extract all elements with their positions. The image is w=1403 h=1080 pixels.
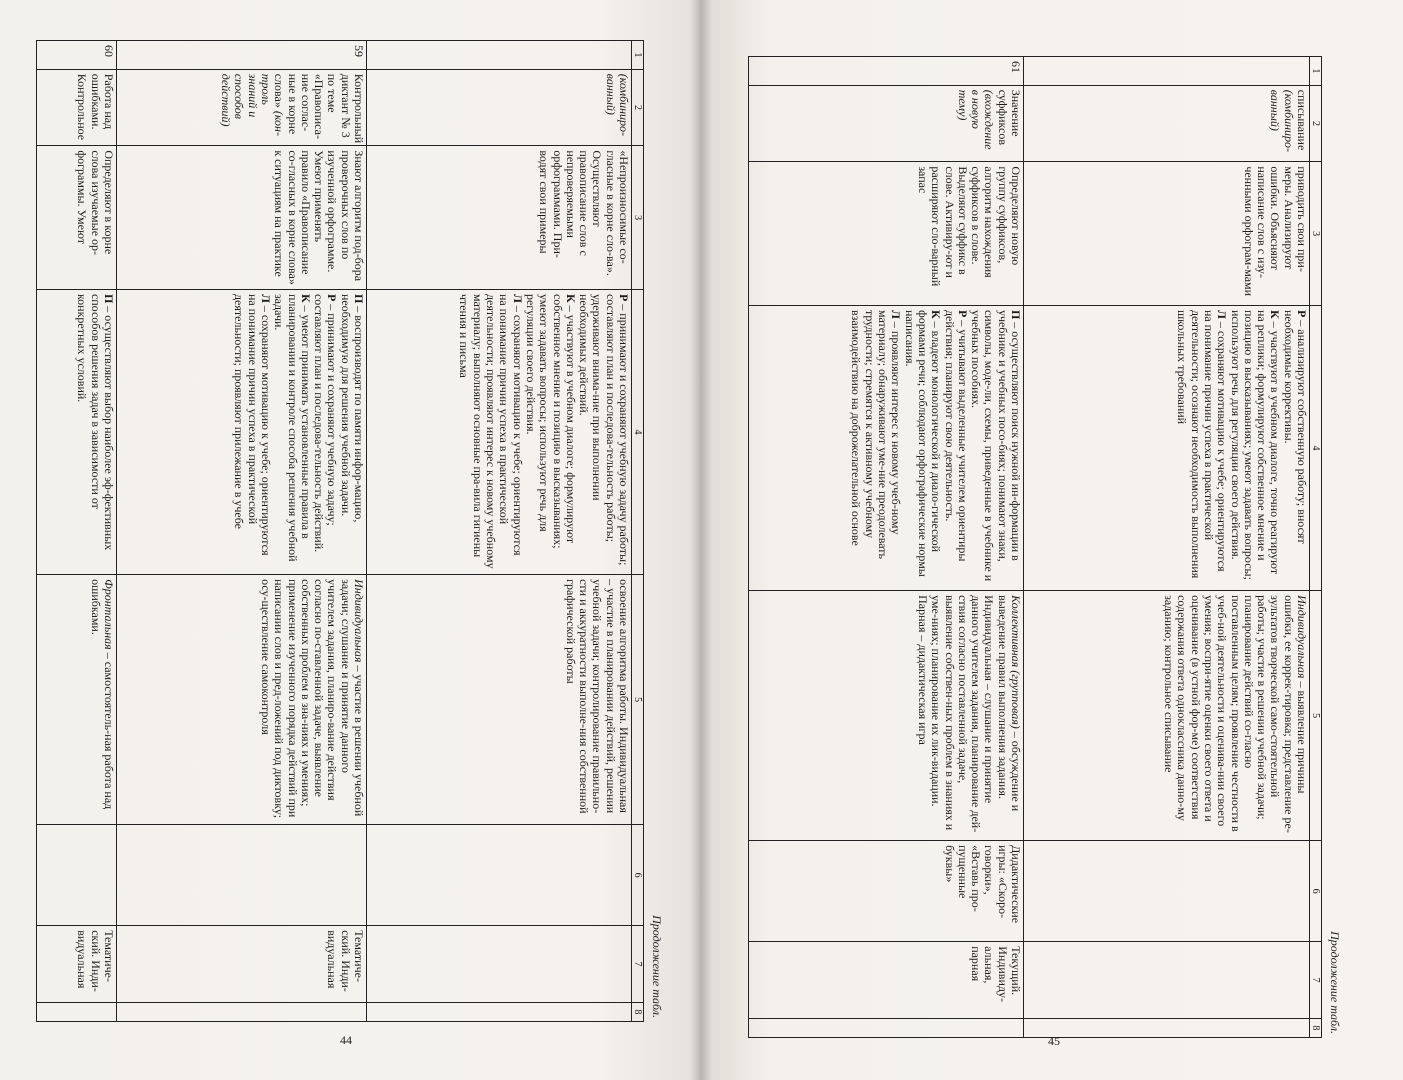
cell-num: [367, 41, 632, 70]
cell-tech: [117, 825, 367, 926]
cell-uud: [1024, 305, 1310, 590]
uud-letter: Р: [325, 293, 340, 302]
cell-num: 61: [749, 57, 1024, 86]
cell-content: приводить свои при-меры. Анализируют ошибки. Объясняют написание слов с изу-ченными орфограм-мами: [1024, 162, 1310, 306]
uud-letter: К: [298, 293, 313, 303]
cell-content: Знают алгоритм под-бора проверочных слов по изученной орфограмме. Умеют применять правило «Правописание со-гласных в корне слова» к ситуациям на практике: [117, 146, 367, 290]
uud-line: [1228, 310, 1281, 586]
column-number: 3: [632, 146, 644, 290]
column-number: 2: [632, 69, 644, 146]
uud-letter: Л: [1215, 309, 1230, 319]
cell-extra: [37, 1002, 117, 1021]
book-gutter: [690, 0, 712, 1080]
column-number: 6: [1310, 841, 1322, 942]
activity-text: – выявление причины ошибки, ее коррек-тировка; представление ре-зультатов творческой само-стоятельной работы; участие в решении учебной задачи; планирование действий со-гласно поставленным целям; проявление честности в учеб-ной деятельности и оценива-нии своего умения; воспри-ятие оценки своего ответа и оценивание (в устной фор-ме) соответствия содержания ответа одноклассника данно-му заданию; контрольное списывание: [1162, 595, 1309, 833]
uud-line: [272, 294, 312, 570]
cell-topic: [117, 69, 367, 146]
cell-extra: [117, 1002, 367, 1021]
column-number: 4: [632, 289, 644, 574]
cell-tech: [37, 825, 117, 926]
cell-control: Тематиче-ский. Инди-видуальная: [37, 926, 117, 1003]
activity-label: Индивидуальная: [352, 579, 366, 663]
uud-line: [524, 294, 577, 570]
uud-text: – осуществляют поиск нужной ин-формации в учебнике и учебных посо-биях; понимают знаки, символы, моде-ли, схемы, приведенные в учебнике и учебных пособиях.: [969, 309, 1023, 582]
cell-topic: (комбиниро-ванный): [367, 69, 632, 146]
topic-text: списывание: [1295, 89, 1309, 151]
uud-text: – сохраняют мотивацию к учебе; ориентируются на понимание причин успеха в практической деятельности; проявляют прилежание в учебе: [232, 293, 273, 556]
cell-control: [1024, 942, 1310, 1019]
activity-label: Коллективная (групповая): [1009, 595, 1023, 729]
uud-text: – учитывают выделенные учителем ориентиры действия; планируют свою деятельность.: [942, 309, 970, 562]
column-number: 7: [632, 926, 644, 1003]
uud-letter: Р: [955, 309, 970, 318]
uud-letter: К: [1268, 309, 1283, 319]
continuation-label-right: Продолжение табл.: [1328, 931, 1342, 1034]
cell-uud: [117, 289, 367, 574]
cell-activity: освоение алгоритма работы. Индивидуальная – участие в планировании действий, решении учебной задачи; контролирование правильно-сти и аккуратности выполне-ния собственной графической работы: [367, 575, 632, 825]
right-table: [748, 56, 1322, 1038]
cell-control: [367, 926, 632, 1003]
cell-topic: [749, 85, 1024, 162]
cell-topic: [1024, 85, 1310, 162]
uud-letter: Р: [617, 293, 631, 302]
uud-letter: П: [1009, 309, 1023, 320]
cell-num: 60: [37, 41, 117, 70]
column-number: 8: [1310, 1018, 1322, 1037]
continuation-label-left: Продолжение табл.: [650, 915, 664, 1018]
uud-line: [457, 294, 523, 570]
table-row: [749, 57, 1024, 1038]
cell-num: 59: [117, 41, 367, 70]
uud-line: [902, 310, 942, 586]
uud-text: – сохраняют мотивацию к учебе; ориентируются на понимание причин успеха в практической деятельности; проявляют интерес к новому учебному материалу; выполняют основные пра-вила гигиены чтения и письма: [457, 293, 525, 569]
uud-line: [232, 294, 272, 570]
uud-letter: К: [563, 293, 578, 303]
uud-line: [969, 310, 1022, 586]
uud-letter: Л: [258, 293, 273, 303]
uud-text: – принимают и сохраняют учебную задачу работы; составляют план и последова-тельность работы; удерживают внима-ние при выполнении необходимых действий.: [577, 293, 631, 566]
cell-control: Тематиче-ский. Инди-видуальная: [117, 926, 367, 1003]
table-row: [37, 41, 117, 1022]
activity-text: – участие в решении учебной задачи; слушание и принятие данного учителем задания, планиро-вание действия согласно по-ставленной задаче, выявление собственных проблем в зна-ниях и умениях; применение изученного порядка действий при написании слов и пред-ложений под диктовку; осу-ществление самоконтроля: [258, 579, 366, 819]
cell-tech: [1024, 841, 1310, 942]
uud-line: [849, 310, 902, 586]
uud-text: – участвуют в учебном диалоге, точно реагируют на реплики; формулируют собственное мнение и позицию в высказываниях; умеют задавать вопросы; используют речь для регуляции своего действия.: [1228, 309, 1283, 580]
topic-text: Значение суффиксов: [995, 89, 1023, 146]
cell-control: Текущий. Индивиду-альная, парная: [749, 942, 1024, 1019]
uud-letter: Л: [889, 309, 904, 319]
activity-label: Индивидуальная: [1295, 595, 1309, 679]
column-number: 4: [1310, 305, 1322, 590]
column-number: 6: [632, 825, 644, 926]
left-table-wrapper: [4, 40, 664, 1022]
column-number-row: [632, 41, 644, 1022]
uud-text: – анализируют собственную работу; вносят необходимые коррективы.: [1281, 309, 1309, 544]
cell-activity: [1024, 591, 1310, 841]
column-number: 1: [632, 41, 644, 70]
cell-uud: [749, 305, 1024, 590]
right-table-rotated: [750, 56, 1342, 1038]
cell-topic: Работа над ошибками. Контрольное: [37, 69, 117, 146]
column-number: 1: [1310, 57, 1322, 86]
column-number: 5: [1310, 591, 1322, 841]
topic-text: Контрольный диктант № 3 по теме «Правописа-ние соглас-ные в корне слова»: [272, 73, 366, 144]
activity-text: – обсуждение и выведение правил выполнения задания. Индивидуальная – слушание и принятие данного учителем задания, планирование дей-ствия согласно поставленной задаче, выявление собствен-ных проблем в знаниях и уме-ниях; планирование их лик-видации. Парная – дидактическая игра: [915, 595, 1023, 833]
uud-text: – сохраняют мотивацию к учебе; ориентируются на понимание причин успеха в практической деятельности; осознают необходимость выполнения школьных требований: [1175, 309, 1230, 579]
uud-line: [312, 294, 339, 570]
cell-activity: [749, 591, 1024, 841]
uud-line: [338, 294, 365, 570]
cell-extra: [749, 1018, 1024, 1037]
cell-extra: [1024, 1018, 1310, 1037]
column-number: 8: [632, 1002, 644, 1021]
page-number-right: 45: [1048, 1034, 1060, 1048]
topic-note: (кон-троль знаний и способов действий): [219, 73, 287, 136]
topic-note: (комбиниро-ванный): [1268, 89, 1296, 153]
uud-text: – владеют монологической и диало-гической формами речи; соблюдают орфографические нормы написания.: [902, 309, 944, 577]
cell-content: «Непроизносимые со-гласные в корне сло-ва». Осуществляют правописание слов с непроверяемыми орфограммами. При-водят свои примеры: [367, 146, 632, 290]
cell-extra: [367, 1002, 632, 1021]
cell-num: [1024, 57, 1310, 86]
cell-content: Определяют новую группу суффиксов, алгоритм нахождения суффиксов в слове. Выделяют суффикс в слове. Активиру-ют и расширяют сло-варный запас: [749, 162, 1024, 306]
cell-activity: [117, 575, 367, 825]
uud-letter: К: [929, 309, 944, 319]
left-table-rotated: [4, 40, 664, 1022]
activity-label: Фронтальная: [102, 579, 116, 650]
table-row: [117, 41, 367, 1022]
left-table: [36, 40, 644, 1022]
uud-line: [1175, 310, 1228, 586]
topic-note: (вхождение в новую тему): [955, 89, 997, 150]
uud-text: – принимают и сохраняют учебную задачу; составляют план и последова-тельность действий.: [312, 293, 340, 553]
column-number: 3: [1310, 162, 1322, 306]
uud-letter: П: [352, 293, 366, 304]
uud-letter: П: [102, 293, 116, 304]
uud-text: – осуществляют выбор наиболее эф-фективных способов решения задач в зависимости от конкретных условий.: [75, 293, 116, 551]
uud-letter: Р: [1295, 309, 1309, 318]
uud-letter: Л: [510, 293, 525, 303]
uud-text: – воспроизводят по памяти инфор-мацию, необходимую для решения учебной задачи.: [338, 293, 366, 523]
cell-tech: [367, 825, 632, 926]
column-number: 2: [1310, 85, 1322, 162]
uud-text: – участвуют в учебном диалоге; формулируют собственное мнение и позицию в высказываниях; умеют задавать вопросы; используют речь для регуляции своего действия.: [523, 293, 578, 549]
uud-line: [942, 310, 969, 586]
uud-text: – умеют принимать установленные правила в планировании и контроле способа решения учебной задачи.: [272, 293, 313, 562]
cell-content: Определяют в корне слова изучаемые ор-фограммы. Умеют: [37, 146, 117, 290]
uud-text: – проявляют интерес к новому учеб-ному материалу; обнаруживают уме-ние преодолевать трудности; стремятся к активному учебному взаимодействию на доброжелательной основе: [849, 309, 904, 560]
uud-line: [577, 294, 630, 570]
right-table-wrapper: [750, 56, 1342, 1038]
cell-uud: [367, 289, 632, 574]
cell-tech: Дидактические игры: «Скоро-говорки», «Вставь про-пущенные буквы»: [749, 841, 1024, 942]
column-number-row: [1310, 57, 1322, 1038]
column-number: 5: [632, 575, 644, 825]
column-number: 7: [1310, 942, 1322, 1019]
activity-text: – самостоятель-ная работа над ошибками.: [88, 579, 116, 810]
uud-line: [75, 294, 115, 570]
cell-uud: [37, 289, 117, 574]
uud-line: [1281, 310, 1308, 586]
table-row: [1024, 57, 1310, 1038]
cell-activity: [37, 575, 117, 825]
page-number-left: 44: [340, 1033, 352, 1047]
table-row: [367, 41, 632, 1022]
